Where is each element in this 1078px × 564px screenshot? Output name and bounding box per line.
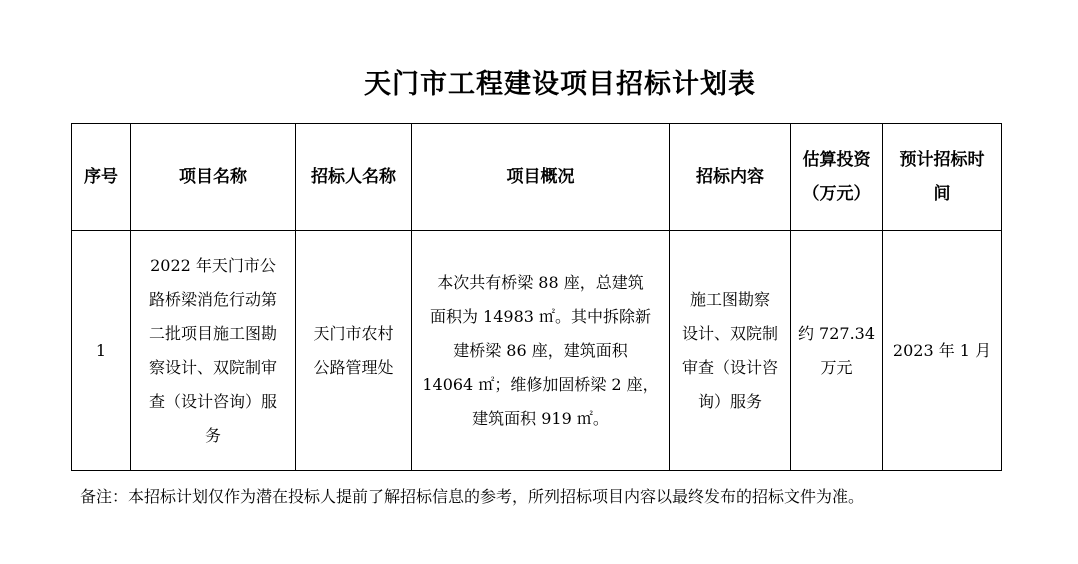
cell-line: 万元	[820, 357, 853, 377]
header-investment-line2: （万元）	[802, 184, 871, 204]
tender-plan-table	[71, 123, 1002, 471]
cell-line: 2022 年天门市公	[150, 255, 276, 275]
cell-overview	[412, 231, 670, 471]
cell-project-name	[131, 231, 296, 471]
cell-line: 建筑面积 919 ㎡。	[472, 408, 609, 428]
cell-line: 设计、双院制	[681, 323, 778, 343]
header-seq: 序号	[72, 124, 131, 231]
cell-line: 14064 ㎡；维修加固桥梁 2 座，	[422, 374, 659, 394]
cell-line: 审查（设计咨	[681, 357, 778, 377]
cell-tender-time: 2023 年 1 月	[883, 231, 1002, 471]
cell-tender-content	[670, 231, 791, 471]
header-tender-time	[883, 124, 1002, 231]
cell-line: 本次共有桥梁 88 座，总建筑	[437, 272, 644, 292]
cell-line: 天门市农村	[313, 323, 394, 343]
cell-line: 施工图勘察	[689, 289, 770, 309]
header-tender-time-line1: 预计招标时	[899, 150, 985, 170]
cell-line: 务	[204, 425, 221, 445]
header-overview: 项目概况	[412, 124, 670, 231]
cell-line: 面积为 14983 ㎡。其中拆除新	[429, 306, 652, 326]
header-tenderer: 招标人名称	[296, 124, 412, 231]
cell-line: 询）服务	[697, 391, 762, 411]
cell-line: 二批项目施工图勘	[148, 323, 277, 343]
cell-line: 公路管理处	[313, 357, 394, 377]
header-investment-line1: 估算投资	[802, 150, 871, 170]
document-title: 天门市工程建设项目招标计划表	[364, 69, 756, 100]
header-tender-time-line2: 间	[933, 184, 951, 204]
cell-investment	[791, 231, 883, 471]
header-tender-content: 招标内容	[670, 124, 791, 231]
table-row	[72, 231, 1002, 471]
table-header-row	[72, 124, 1002, 231]
cell-line: 察设计、双院制审	[148, 357, 277, 377]
header-investment	[791, 124, 883, 231]
footnote: 备注：本招标计划仅作为潜在投标人提前了解招标信息的参考，所列招标项目内容以最终发布的招标文件为准。	[80, 487, 865, 506]
cell-line: 查（设计咨询）服	[148, 391, 277, 411]
cell-line: 建桥梁 86 座，建筑面积	[453, 340, 628, 360]
cell-line: 路桥梁消危行动第	[148, 289, 277, 309]
header-project-name: 项目名称	[131, 124, 296, 231]
cell-seq: 1	[72, 231, 131, 471]
cell-line: 约 727.34	[797, 323, 876, 343]
cell-tenderer	[296, 231, 412, 471]
